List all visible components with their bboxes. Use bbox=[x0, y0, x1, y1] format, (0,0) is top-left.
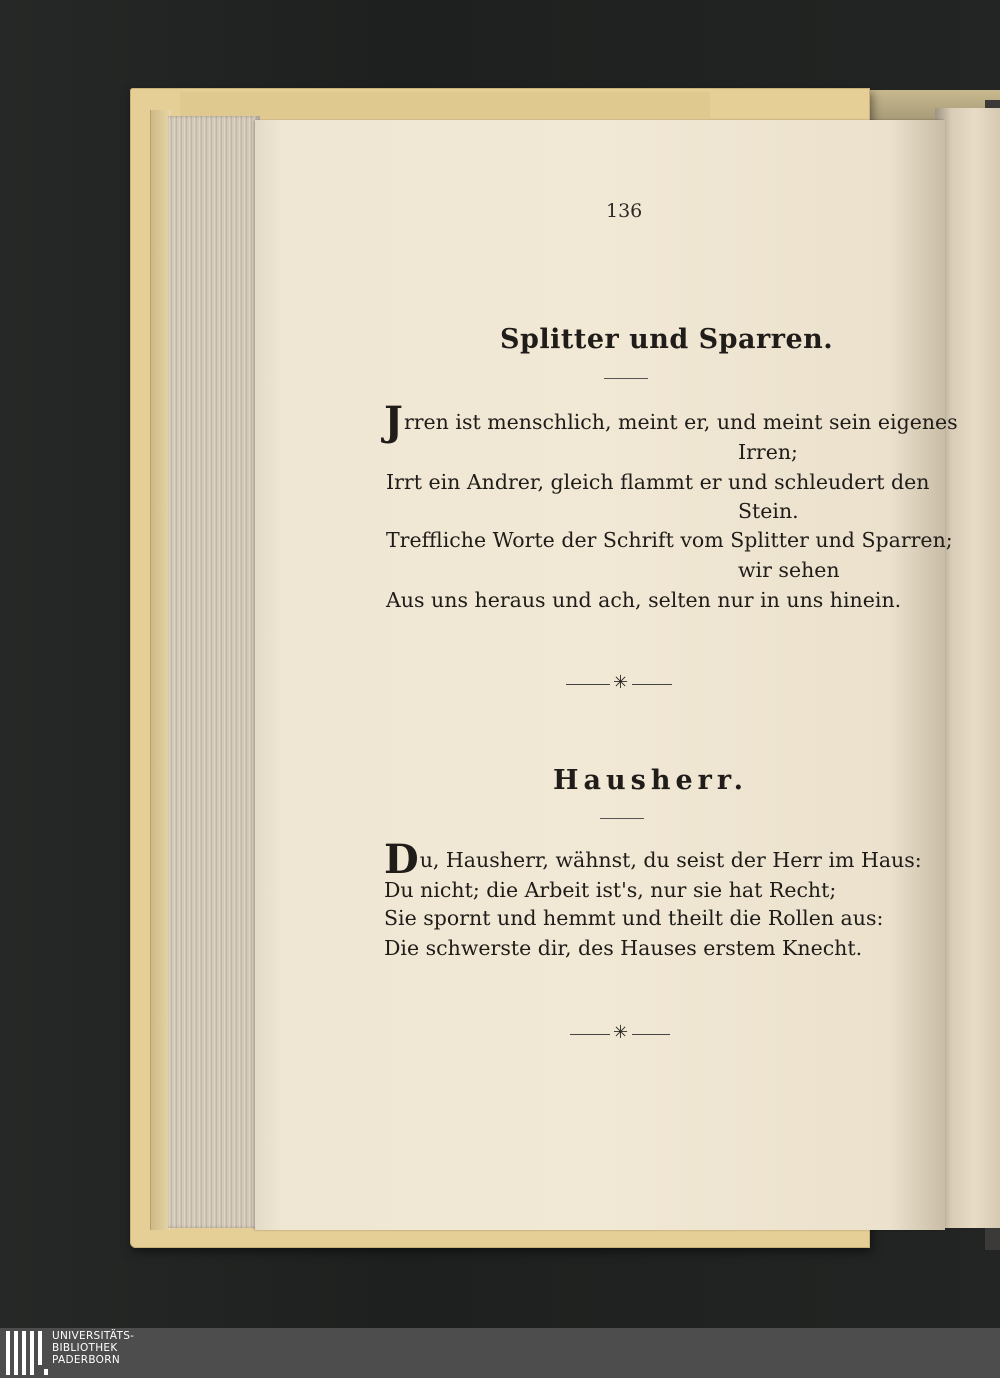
star-ornament-icon: ✳ bbox=[613, 1022, 629, 1043]
poem-line-text: u, Hausherr, wähnst, du seist der Herr im Haus: bbox=[419, 848, 922, 872]
poem-title-splitter: Splitter und Sparren. bbox=[500, 324, 834, 355]
poem1-line-6: wir sehen bbox=[738, 558, 840, 582]
footer-bar bbox=[0, 1328, 1000, 1378]
cover-top-edge bbox=[180, 92, 710, 118]
ornament-divider bbox=[566, 672, 676, 693]
title-rule bbox=[600, 818, 644, 819]
dropcap: D bbox=[384, 836, 419, 883]
book-page bbox=[255, 120, 945, 1230]
poem2-line-4: Die schwerste dir, des Hauses erstem Knecht. bbox=[384, 936, 863, 960]
poem-line-text: rren ist menschlich, meint er, und meint sein eigenes bbox=[403, 410, 958, 434]
poem1-line-2: Irren; bbox=[738, 440, 798, 464]
library-name-line-1: UNIVERSITÄTS- bbox=[52, 1330, 135, 1342]
ornament-line-right bbox=[632, 684, 672, 685]
poem1-line-1 bbox=[384, 398, 958, 445]
ornament-line-left bbox=[566, 684, 610, 685]
poem2-line-2: Du nicht; die Arbeit ist's, nur sie hat Recht; bbox=[384, 878, 837, 902]
dropcap: J bbox=[384, 398, 403, 445]
library-logo-icon bbox=[6, 1331, 50, 1375]
page-number: 136 bbox=[606, 200, 643, 222]
poem1-line-3: Irrt ein Andrer, gleich flammt er und schleudert den bbox=[386, 470, 930, 494]
ornament-divider bbox=[570, 1022, 680, 1043]
poem1-line-4: Stein. bbox=[738, 499, 799, 523]
poem2-line-3: Sie spornt und hemmt und theilt die Rollen aus: bbox=[384, 906, 884, 930]
star-ornament-icon: ✳ bbox=[613, 672, 629, 693]
poem1-line-7: Aus uns heraus und ach, selten nur in uns hinein. bbox=[386, 588, 902, 612]
poem1-line-5: Treffliche Worte der Schrift vom Splitter und Sparren; bbox=[386, 528, 953, 552]
library-name-line-2: BIBLIOTHEK bbox=[52, 1342, 118, 1354]
title-rule bbox=[604, 378, 648, 379]
page-edges bbox=[168, 116, 260, 1228]
library-name-line-3: PADERBORN bbox=[52, 1354, 120, 1366]
ornament-line-left bbox=[570, 1034, 610, 1035]
poem-title-hausherr: Hausherr. bbox=[553, 765, 749, 796]
ornament-line-right bbox=[632, 1034, 670, 1035]
poem2-line-1 bbox=[384, 836, 922, 883]
